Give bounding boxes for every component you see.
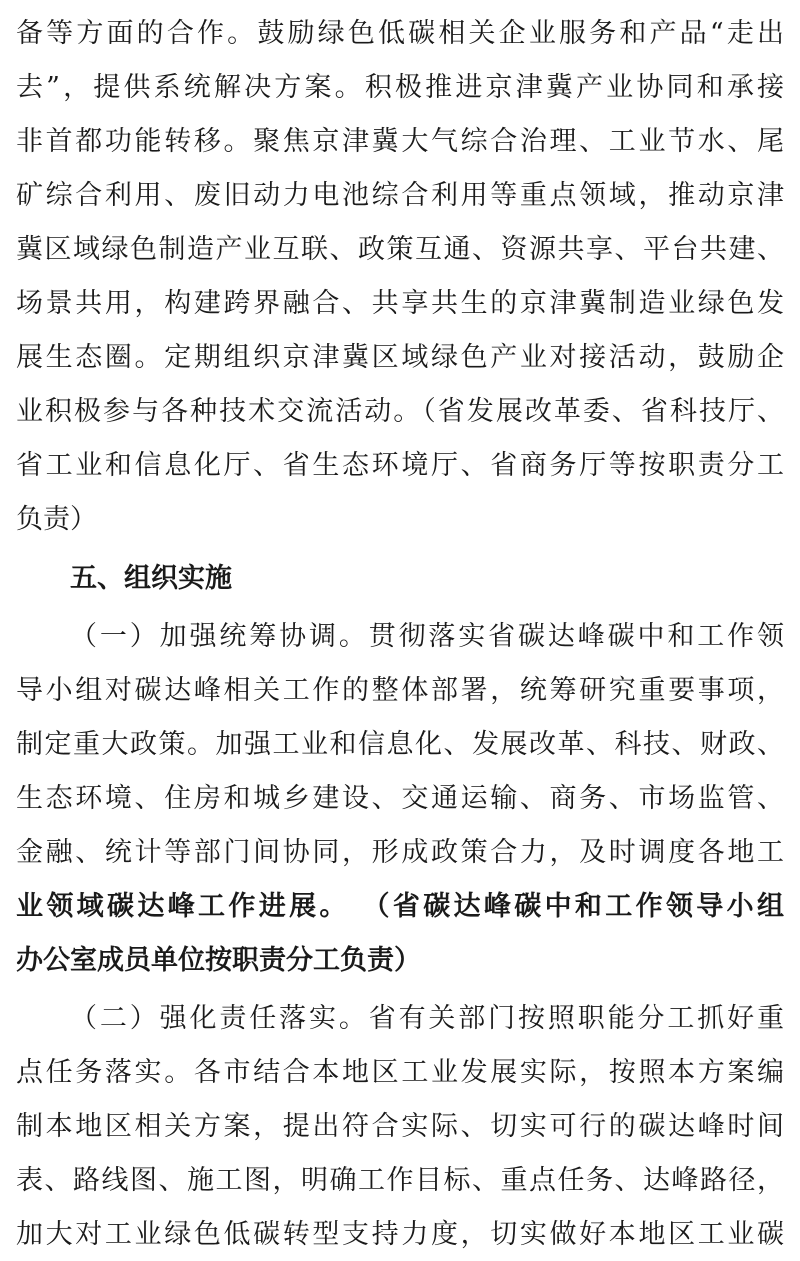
text-line: 导小组对碳达峰相关工作的整体部署，统筹研究重要事项， (16, 675, 784, 706)
text-line: 矿综合利用、废旧动力电池综合利用等重点领域，推动京津 (16, 180, 784, 211)
text-line: 展生态圈。定期组织京津冀区域绿色产业对接活动，鼓励企 (16, 342, 784, 373)
text-line: 表、路线图、施工图，明确工作目标、重点任务、达峰路径， (16, 1165, 784, 1196)
text-line: 制定重大政策。加强工业和信息化、发展改革、科技、财政、 (16, 729, 784, 760)
text-line: （一）加强统筹协调。贯彻落实省碳达峰碳中和工作领 (70, 621, 784, 652)
text-line: 业领域碳达峰工作进展。 （省碳达峰碳中和工作领导小组 (16, 891, 784, 922)
text-line: 去”，提供系统解决方案。积极推进京津冀产业协同和承接 (16, 72, 784, 103)
text-line: 金融、统计等部门间协同，形成政策合力，及时调度各地工 (16, 837, 784, 868)
text-line: 非首都功能转移。聚焦京津冀大气综合治理、工业节水、尾 (16, 126, 784, 157)
text-line: （二）强化责任落实。省有关部门按照职能分工抓好重 (70, 1003, 784, 1034)
text-line: 场景共用，构建跨界融合、共享共生的京津冀制造业绿色发 (16, 288, 784, 319)
text-line: 备等方面的合作。鼓励绿色低碳相关企业服务和产品“走出 (16, 18, 784, 49)
section-heading: 五、组织实施 (70, 563, 232, 594)
text-line: 点任务落实。各市结合本地区工业发展实际，按照本方案编 (16, 1057, 784, 1088)
text-line: 加大对工业绿色低碳转型支持力度，切实做好本地区工业碳 (16, 1219, 784, 1250)
text-line: 生态环境、住房和城乡建设、交通运输、商务、市场监管、 (16, 783, 784, 814)
text-line: 制本地区相关方案，提出符合实际、切实可行的碳达峰时间 (16, 1111, 784, 1142)
text-line: 省工业和信息化厅、省生态环境厅、省商务厅等按职责分工 (16, 450, 784, 481)
text-line: 业积极参与各种技术交流活动。（省发展改革委、省科技厅、 (16, 396, 784, 427)
text-line: 办公室成员单位按职责分工负责） (16, 945, 421, 976)
text-line: 冀区域绿色制造产业互联、政策互通、资源共享、平台共建、 (16, 234, 784, 265)
text-line: 负责） (16, 504, 97, 535)
